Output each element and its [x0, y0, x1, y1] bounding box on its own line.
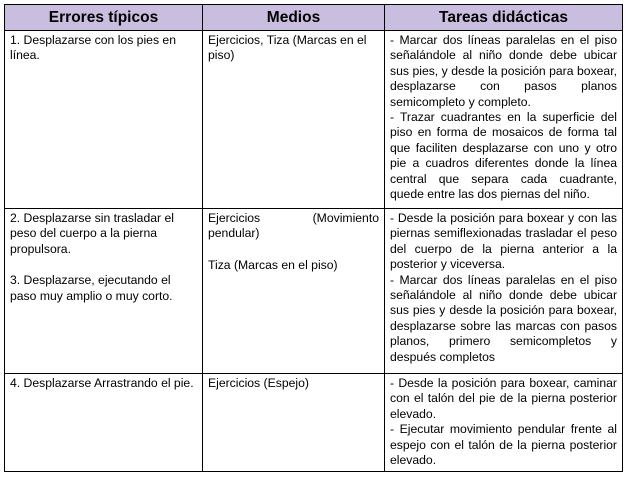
header-row [5, 5, 623, 31]
cell-tareas [385, 209, 623, 374]
tarea-text: - Marcar dos líneas paralelas en el piso señalándole al niño donde debe ubicar sus pies, y desde la posición para boxear, desplazarse con pasos planos semicompleto y completo. [390, 33, 617, 109]
error-text: 3. Desplazarse, ejecutando el paso muy amplio o muy corto. [10, 273, 173, 303]
cell-tareas [385, 374, 623, 472]
table-row [5, 209, 623, 374]
cell-medios [203, 31, 385, 209]
tarea-text: - Trazar cuadrantes en la superficie del piso en forma de mosaicos de forma tal que faciliten desplazarse con uno y otro pie a cuadros diferentes donde la línea central que separa cada cuadrante, quede entre las dos piernas del niño. [390, 110, 617, 202]
medio-text: Ejercicios (Movimiento pendular) [208, 211, 379, 241]
error-text: 1. Desplazarse con los pies en línea. [10, 33, 176, 63]
tarea-text: - Desde la posición para boxear, caminar con el talón del pie de la pierna posterior elevado. [390, 376, 617, 421]
cell-errores [5, 374, 203, 472]
error-text: 2. Desplazarse sin trasladar el peso del cuerpo a la pierna propulsora. [10, 211, 174, 256]
tarea-text: - Desde la posición para boxear y con las piernas semiflexionadas trasladar el peso del cuerpo de la pierna anterior a la posterior y viceversa. [390, 211, 617, 272]
tarea-text: - Marcar dos líneas paralelas en el piso señalándole al niño donde debe ubicar sus pies y desde la posición para boxear, desplazarse sobre las marcas con pasos planos, primero semicompletos y después completos [390, 272, 617, 364]
cell-errores [5, 209, 203, 374]
header-errores: Errores típicos [5, 5, 203, 31]
cell-errores [5, 31, 203, 209]
cell-tareas [385, 31, 623, 209]
medio-text: Ejercicios, Tiza (Marcas en el piso) [208, 33, 367, 63]
table-row [5, 31, 623, 209]
header-tareas: Tareas didácticas [385, 5, 623, 31]
medio-text: Tiza (Marcas en el piso) [208, 257, 338, 272]
header-medios: Medios [203, 5, 385, 31]
error-text: 4. Desplazarse Arrastrando el pie. [10, 376, 194, 390]
didactic-table [4, 4, 623, 472]
cell-medios [203, 374, 385, 472]
table-row [5, 374, 623, 472]
tarea-text: - Ejecutar movimiento pendular frente al espejo con el talón de la pierna posterior elevado. [390, 422, 617, 468]
cell-medios [203, 209, 385, 374]
medio-text: Ejercicios (Espejo) [208, 376, 309, 390]
